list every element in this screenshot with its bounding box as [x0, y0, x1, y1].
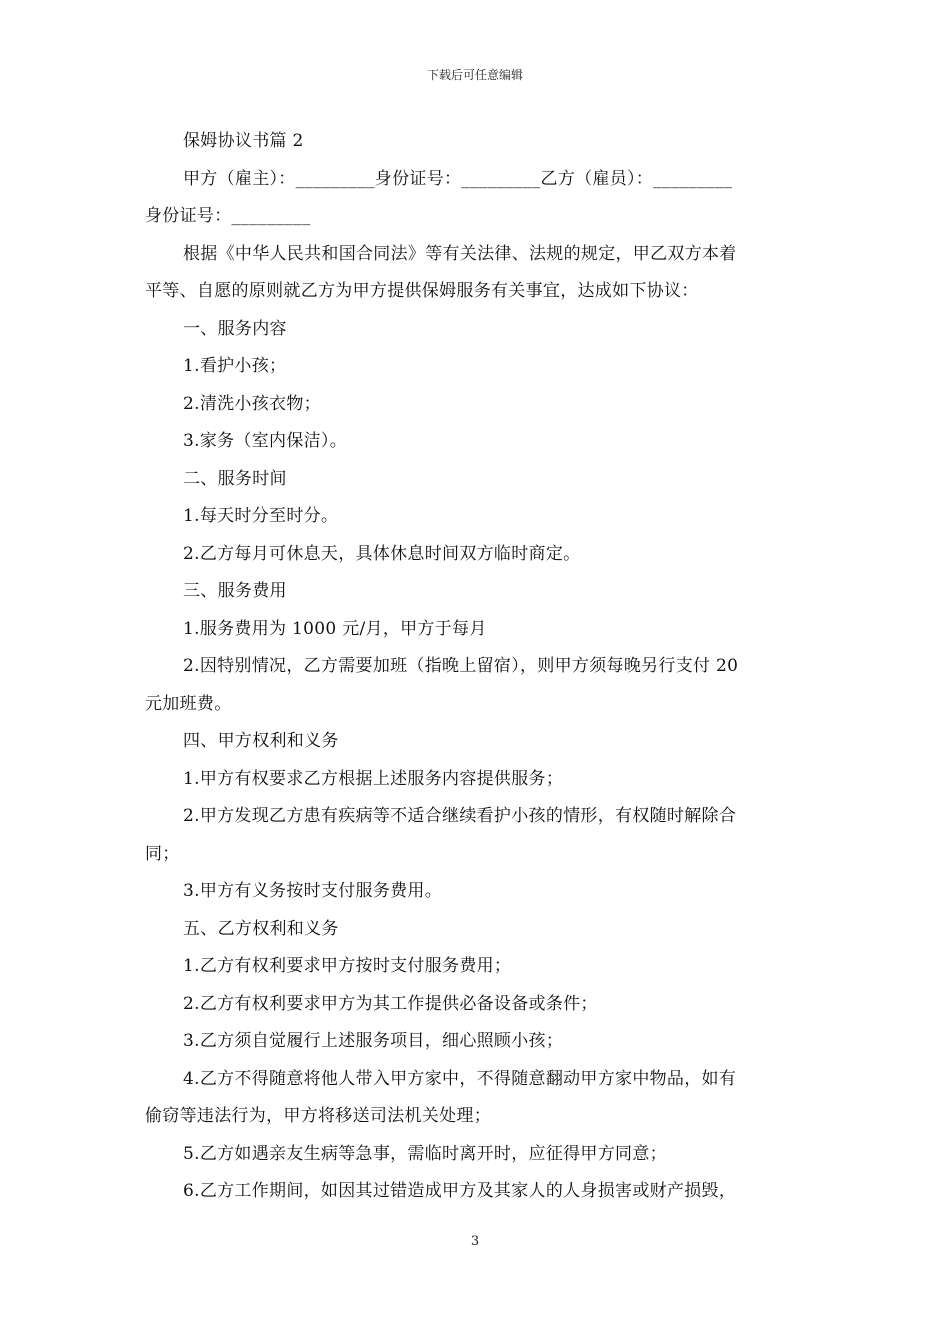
paragraph-line: 元加班费。	[145, 693, 232, 714]
paragraph-line: 3.甲方有义务按时支付服务费用。	[183, 881, 443, 901]
paragraph-line: 1.服务费用为 1000 元/月，甲方于每月	[183, 618, 487, 639]
document-body	[145, 123, 810, 1211]
paragraph-line: 一、服务内容	[183, 318, 287, 339]
paragraph-line: 三、服务费用	[183, 581, 287, 601]
paragraph-line: 根据《中华人民共和国合同法》等有关法律、法规的规定，甲乙双方本着	[183, 243, 737, 264]
page-header: 下载后可任意编辑	[426, 68, 523, 82]
paragraph-line: 四、甲方权利和义务	[183, 731, 339, 751]
paragraph-line: 2.乙方每月可休息天，具体休息时间双方临时商定。	[183, 543, 581, 564]
paragraph-line: 1.乙方有权利要求甲方按时支付服务费用；	[183, 956, 512, 976]
paragraph-line: 保姆协议书篇 2	[183, 131, 304, 151]
paragraph-line: 1.每天时分至时分。	[183, 506, 339, 526]
paragraph-line: 五、乙方权利和义务	[183, 918, 339, 939]
paragraph-line: 二、服务时间	[183, 468, 287, 489]
paragraph-line: 3.家务（室内保洁）。	[183, 431, 348, 451]
paragraph-line: 2.清洗小孩衣物；	[183, 393, 321, 414]
paragraph-line: 1.甲方有权要求乙方根据上述服务内容提供服务；	[183, 768, 564, 789]
paragraph-line: 2.乙方有权利要求甲方为其工作提供必备设备或条件；	[183, 993, 598, 1014]
paragraph-line: 2.因特别情况，乙方需要加班（指晚上留宿），则甲方须每晚另行支付 20	[183, 656, 739, 676]
paragraph-line: 3.乙方须自觉履行上述服务项目，细心照顾小孩；	[183, 1031, 564, 1051]
paragraph-line: 甲方（雇主）：_________身份证号：_________乙方（雇员）：_________	[183, 168, 733, 189]
paragraph-line: 2.甲方发现乙方患有疾病等不适合继续看护小孩的情形，有权随时解除合	[183, 806, 737, 826]
paragraph-line: 6.乙方工作期间，如因其过错造成甲方及其家人的人身损害或财产损毁，	[183, 1181, 737, 1201]
paragraph-line: 5.乙方如遇亲友生病等急事，需临时离开时，应征得甲方同意；	[183, 1143, 667, 1164]
paragraph-line: 平等、自愿的原则就乙方为甲方提供保姆服务有关事宜，达成如下协议：	[145, 281, 699, 301]
paragraph-line: 同；	[145, 843, 180, 864]
paragraph-line: 1.看护小孩；	[183, 356, 287, 376]
page-number: 3	[470, 1234, 480, 1249]
paragraph-line: 4.乙方不得随意将他人带入甲方家中，不得随意翻动甲方家中物品，如有	[183, 1068, 737, 1089]
paragraph-line: 身份证号：_________	[145, 206, 311, 226]
paragraph-line: 偷窃等违法行为，甲方将移送司法机关处理；	[145, 1106, 491, 1126]
